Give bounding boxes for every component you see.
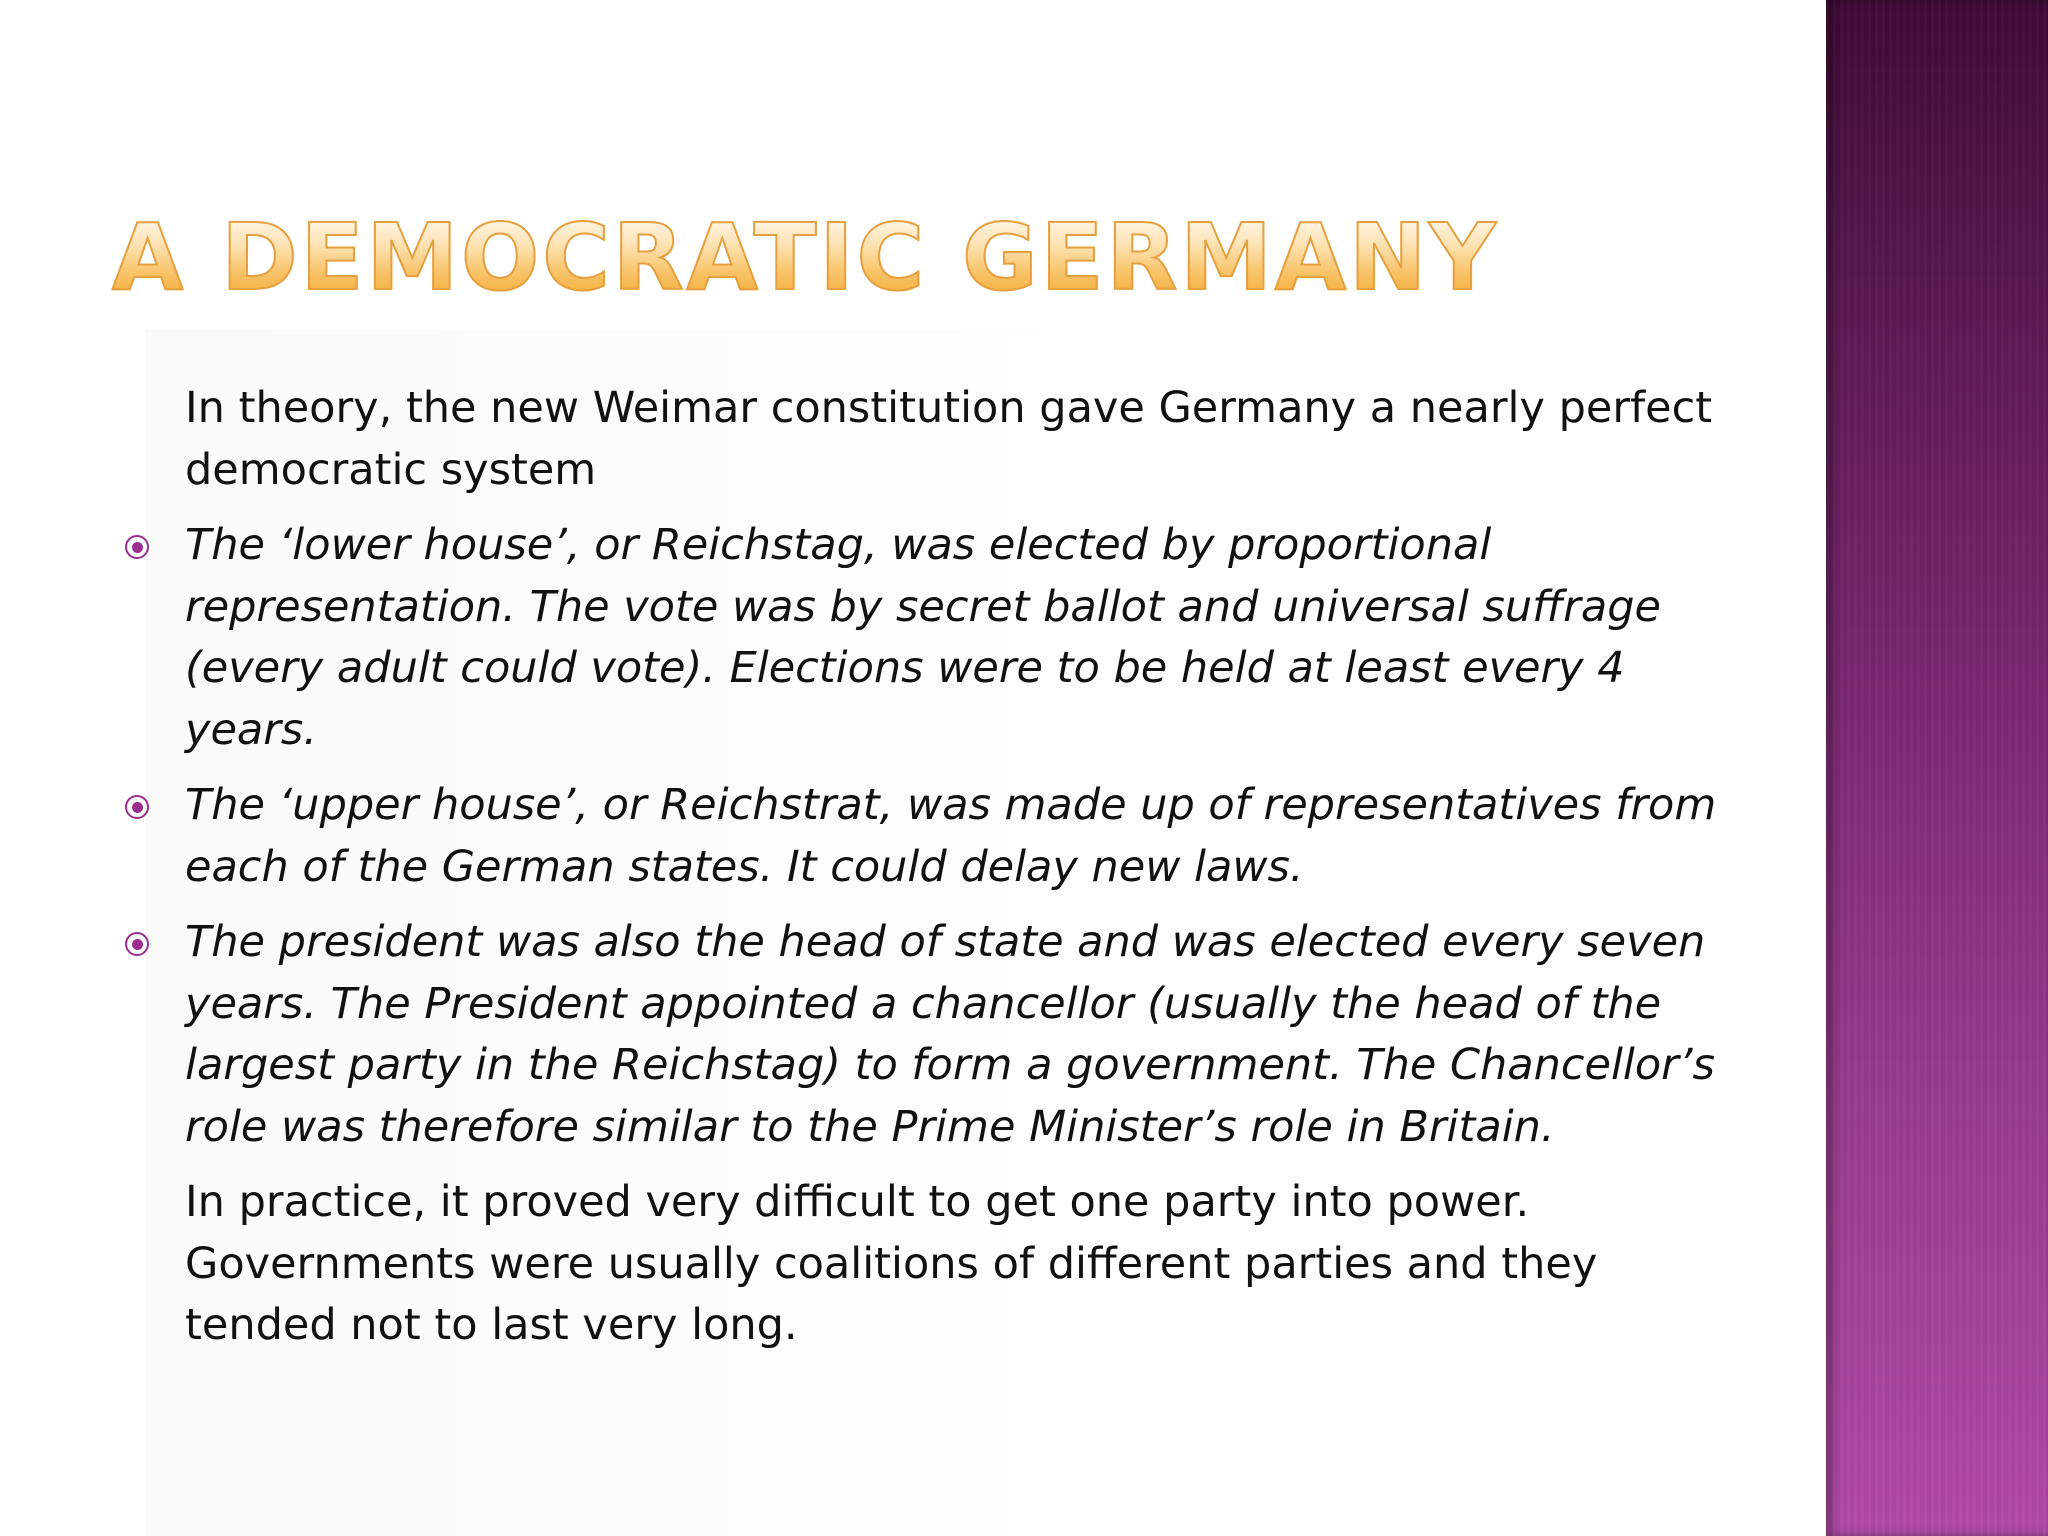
circled-dot-bullet-icon	[125, 932, 149, 956]
slide-body	[0, 378, 1760, 1371]
side-decorative-band	[1826, 0, 2048, 1536]
paragraph-practice-text: In practice, it proved very difficult to get one party into power. Governments were usually coalitions of different parties and they tended not to last very long.	[185, 1177, 1598, 1350]
paragraph-intro-text: In theory, the new Weimar constitution gave Germany a nearly perfect democratic system	[185, 383, 1713, 495]
bullet-item-text: The ‘lower house’, or Reichstag, was elected by proportional representation. The vote was by secret ballot and universal suffrage (every adult could vote). Elections were to be held at least every 4 years.	[185, 520, 1661, 755]
paragraph-practice	[0, 1172, 1725, 1357]
slide-title: A DEMOCRATIC GERMANY	[112, 204, 1499, 311]
circled-dot-bullet-icon	[125, 795, 149, 819]
bullet-item-president	[0, 912, 1725, 1158]
bullet-item-reichstag	[0, 515, 1725, 761]
paragraph-intro	[0, 378, 1725, 501]
bullet-item-text: The president was also the head of state and was elected every seven years. The President appointed a chancellor (usually the head of the largest party in the Reichstag) to form a government. The Chancellor’s role was therefore similar to the Prime Minister’s role in Britain.	[185, 917, 1715, 1152]
bullet-item-reichstrat	[0, 775, 1725, 898]
bullet-item-text: The ‘upper house’, or Reichstrat, was made up of representatives from each of the German states. It could delay new laws.	[185, 780, 1717, 892]
circled-dot-bullet-icon	[125, 535, 149, 559]
